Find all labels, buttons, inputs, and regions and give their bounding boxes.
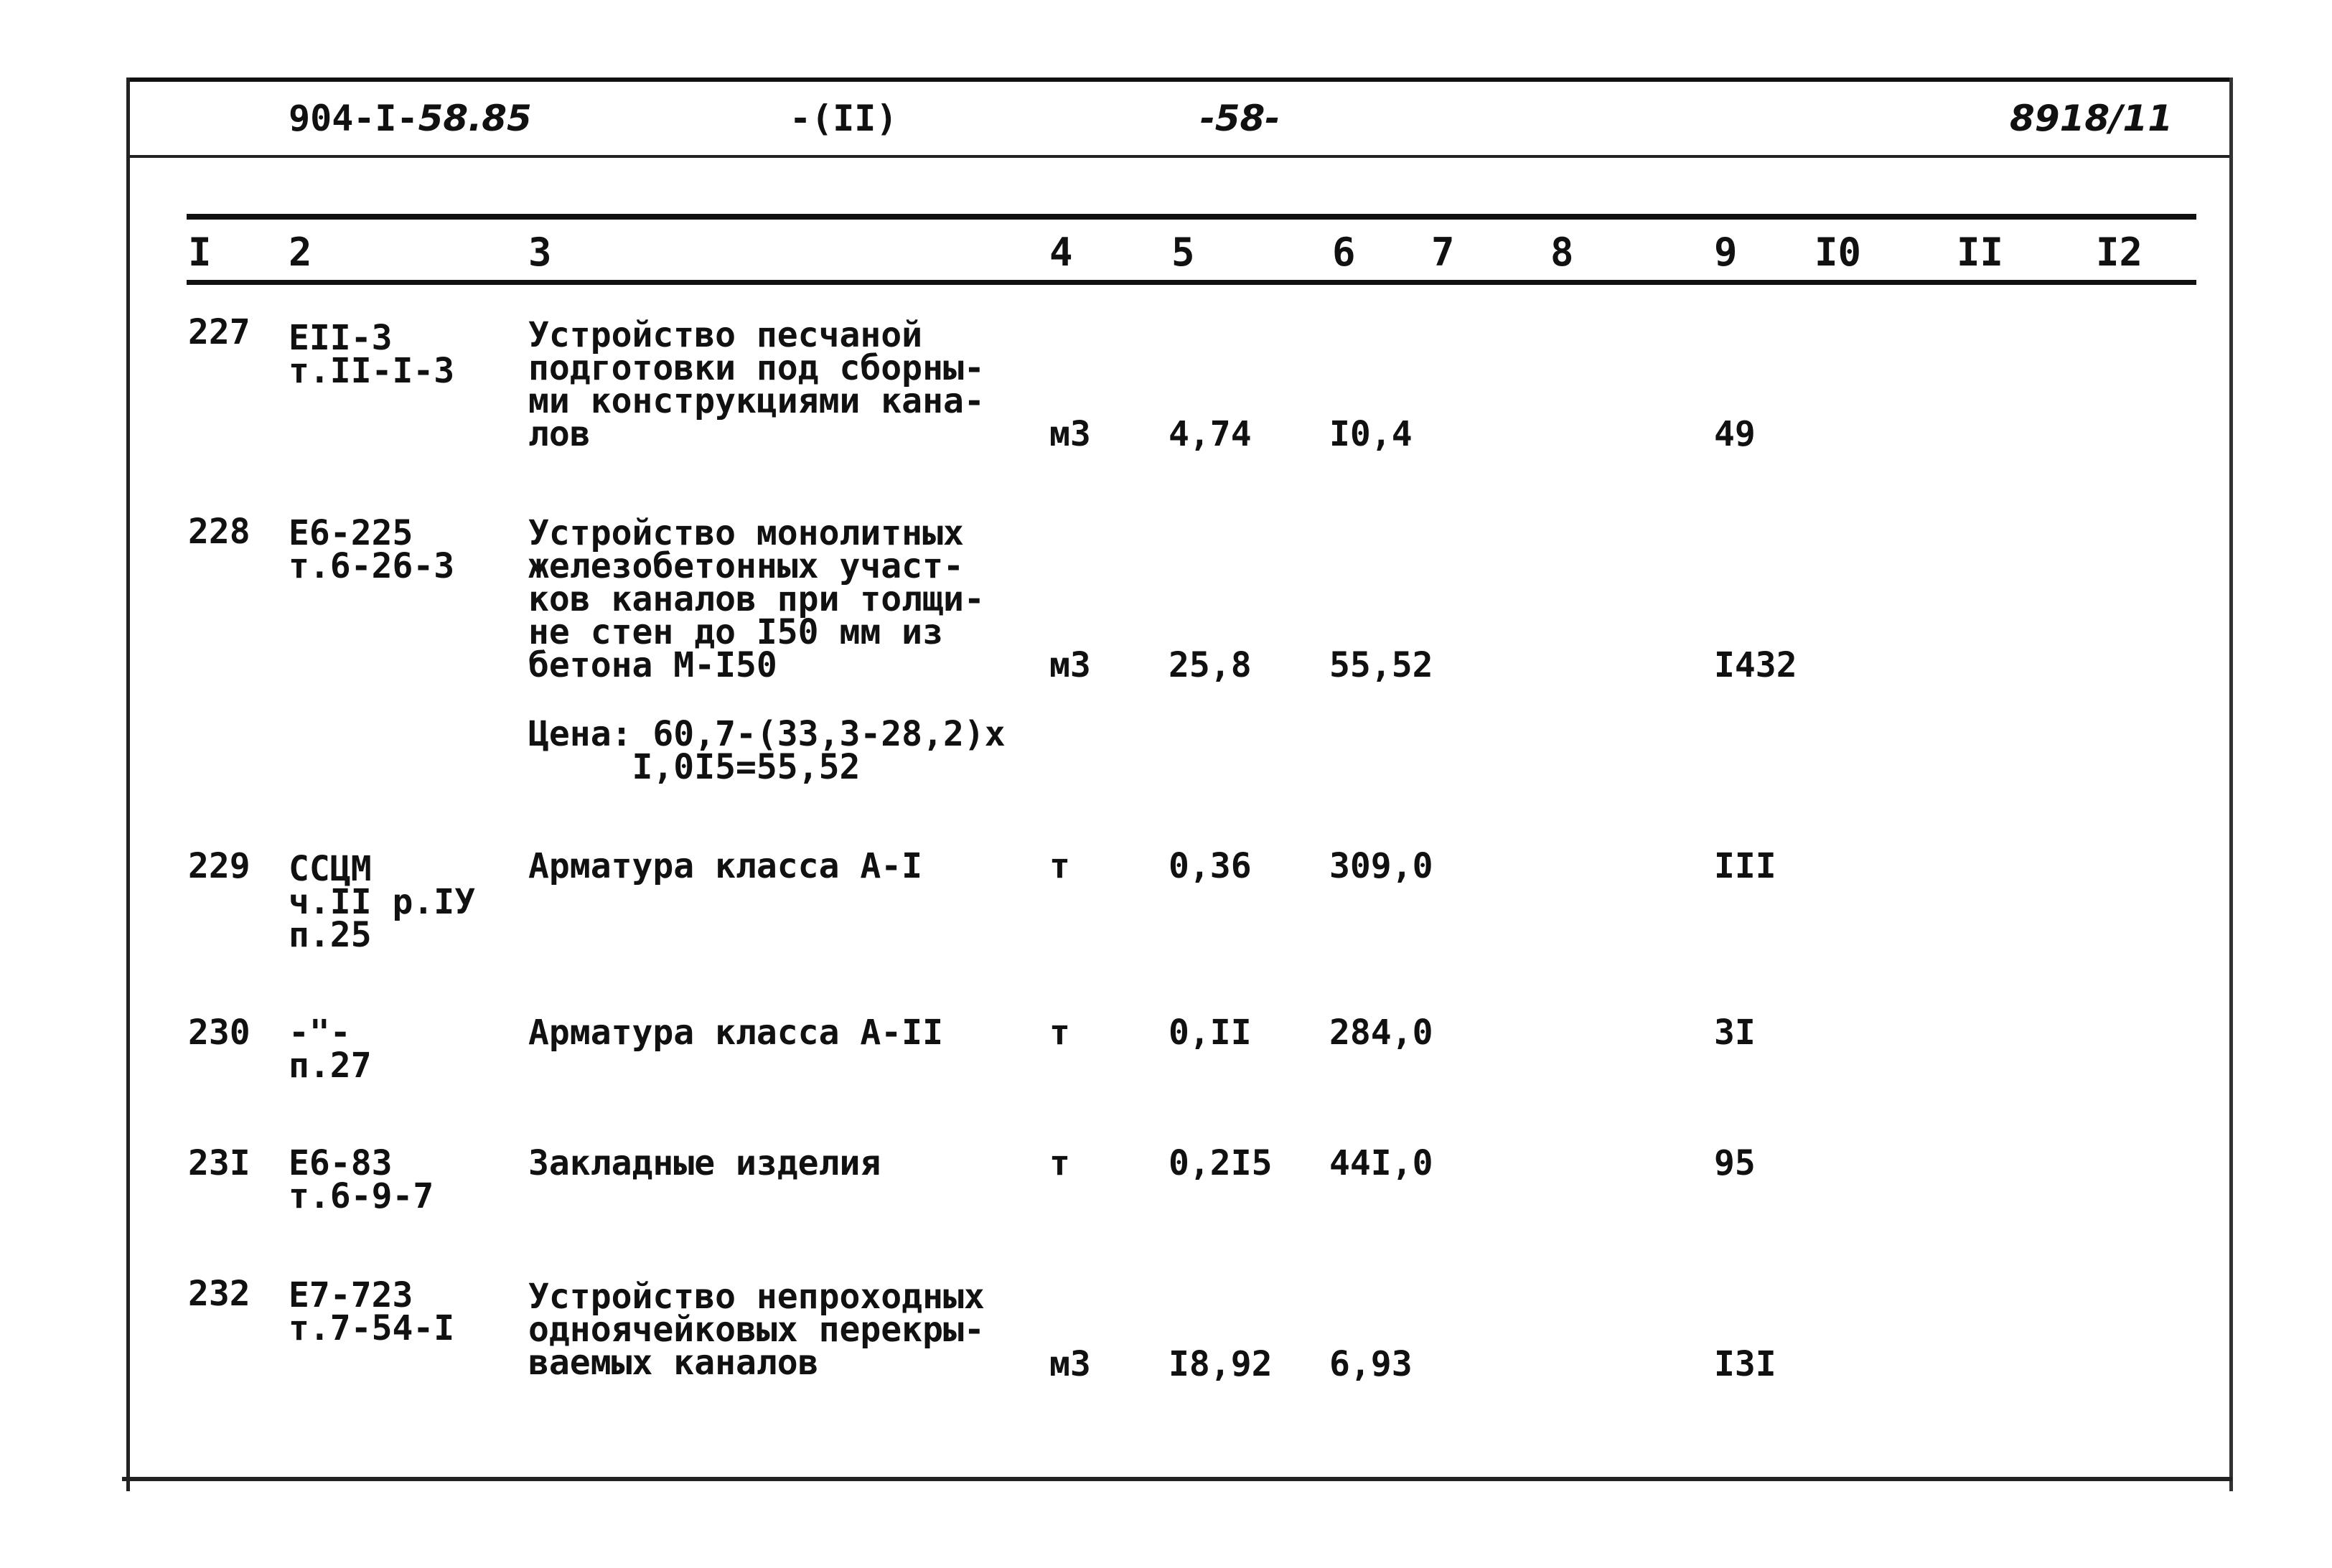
document-code-printed: 904-I-	[289, 98, 418, 139]
row-quantity: 0,II	[1169, 1013, 1252, 1053]
row-unit: м3	[1049, 414, 1091, 454]
row-norm-code: Е6-225 т.6-26-3	[289, 513, 455, 586]
column-header-3: 3	[528, 230, 552, 275]
row-unit: т	[1049, 1013, 1070, 1053]
row-unit-price: 6,93	[1329, 1344, 1413, 1384]
row-unit-price: 44I,0	[1329, 1143, 1433, 1183]
part-number: -(II)	[790, 98, 898, 139]
frame-bottom-border	[122, 1477, 2232, 1481]
column-header-10: I0	[1814, 230, 1862, 275]
row-total: I3I	[1714, 1344, 1776, 1384]
column-header-8: 8	[1550, 230, 1574, 275]
row-norm-code: Е6-83 т.6-9-7	[289, 1143, 434, 1216]
frame-top-border	[129, 78, 2232, 82]
row-quantity: 0,36	[1169, 846, 1252, 886]
page-number: -58-	[1200, 98, 1280, 139]
row-total: 49	[1714, 414, 1756, 454]
row-unit-price: 284,0	[1329, 1013, 1433, 1053]
row-unit-price: 55,52	[1329, 645, 1433, 685]
row-unit: м3	[1049, 645, 1091, 685]
header-divider	[129, 155, 2229, 158]
row-description: Устройство монолитных железобетонных участ- ков каналов при толщи- не стен до I50 мм из бетона М-I50	[528, 513, 985, 685]
row-price-note: Цена: 60,7-(33,3-28,2)х I,0I5=55,52	[528, 714, 1006, 787]
column-header-9: 9	[1714, 230, 1738, 275]
row-number: 227	[188, 312, 250, 352]
row-norm-code: ССЦМ ч.II р.IУ п.25	[289, 849, 476, 955]
row-unit-price: 309,0	[1329, 846, 1433, 886]
row-number: 229	[188, 846, 250, 886]
row-description: Устройство песчаной подготовки под сборны- ми конструкциями кана- лов	[528, 315, 985, 454]
row-number: 232	[188, 1274, 250, 1314]
row-unit: т	[1049, 846, 1070, 886]
row-number: 23I	[188, 1143, 250, 1183]
column-header-7: 7	[1431, 230, 1455, 275]
row-quantity: 0,2I5	[1169, 1143, 1273, 1183]
row-description: Устройство непроходных одноячейковых перекры- ваемых каналов	[528, 1277, 985, 1383]
row-number: 230	[188, 1013, 250, 1053]
row-unit: т	[1049, 1143, 1070, 1183]
document-code	[289, 98, 532, 139]
row-quantity: I8,92	[1169, 1344, 1273, 1384]
row-total: III	[1714, 846, 1776, 886]
column-header-4: 4	[1049, 230, 1073, 275]
row-quantity: 25,8	[1169, 645, 1252, 685]
row-number: 228	[188, 512, 250, 552]
column-header-12: I2	[2096, 230, 2143, 275]
row-total: 95	[1714, 1143, 1756, 1183]
column-header-5: 5	[1171, 230, 1195, 275]
row-quantity: 4,74	[1169, 414, 1252, 454]
row-norm-code: -"- п.27	[289, 1013, 372, 1086]
frame-left-border	[126, 78, 130, 1491]
row-total: 3I	[1714, 1013, 1756, 1053]
document-code-handwritten: 58.85	[418, 98, 532, 139]
row-norm-code: EII-3 т.II-I-3	[289, 318, 455, 391]
table-top-rule	[187, 214, 2196, 220]
row-total: I432	[1714, 645, 1797, 685]
column-header-11: II	[1957, 230, 2004, 275]
archive-number: 8918/11	[2010, 98, 2173, 139]
row-unit-price: I0,4	[1329, 414, 1413, 454]
column-header-1: I	[188, 230, 212, 275]
frame-right-border	[2229, 78, 2233, 1491]
column-header-6: 6	[1332, 230, 1356, 275]
table-header-rule	[187, 280, 2196, 285]
row-description: Закладные изделия	[528, 1143, 881, 1183]
row-unit: м3	[1049, 1344, 1091, 1384]
row-norm-code: Е7-723 т.7-54-I	[289, 1275, 455, 1348]
column-header-2: 2	[289, 230, 312, 275]
row-description: Арматура класса А-I	[528, 846, 923, 886]
row-description: Арматура класса А-II	[528, 1013, 943, 1053]
